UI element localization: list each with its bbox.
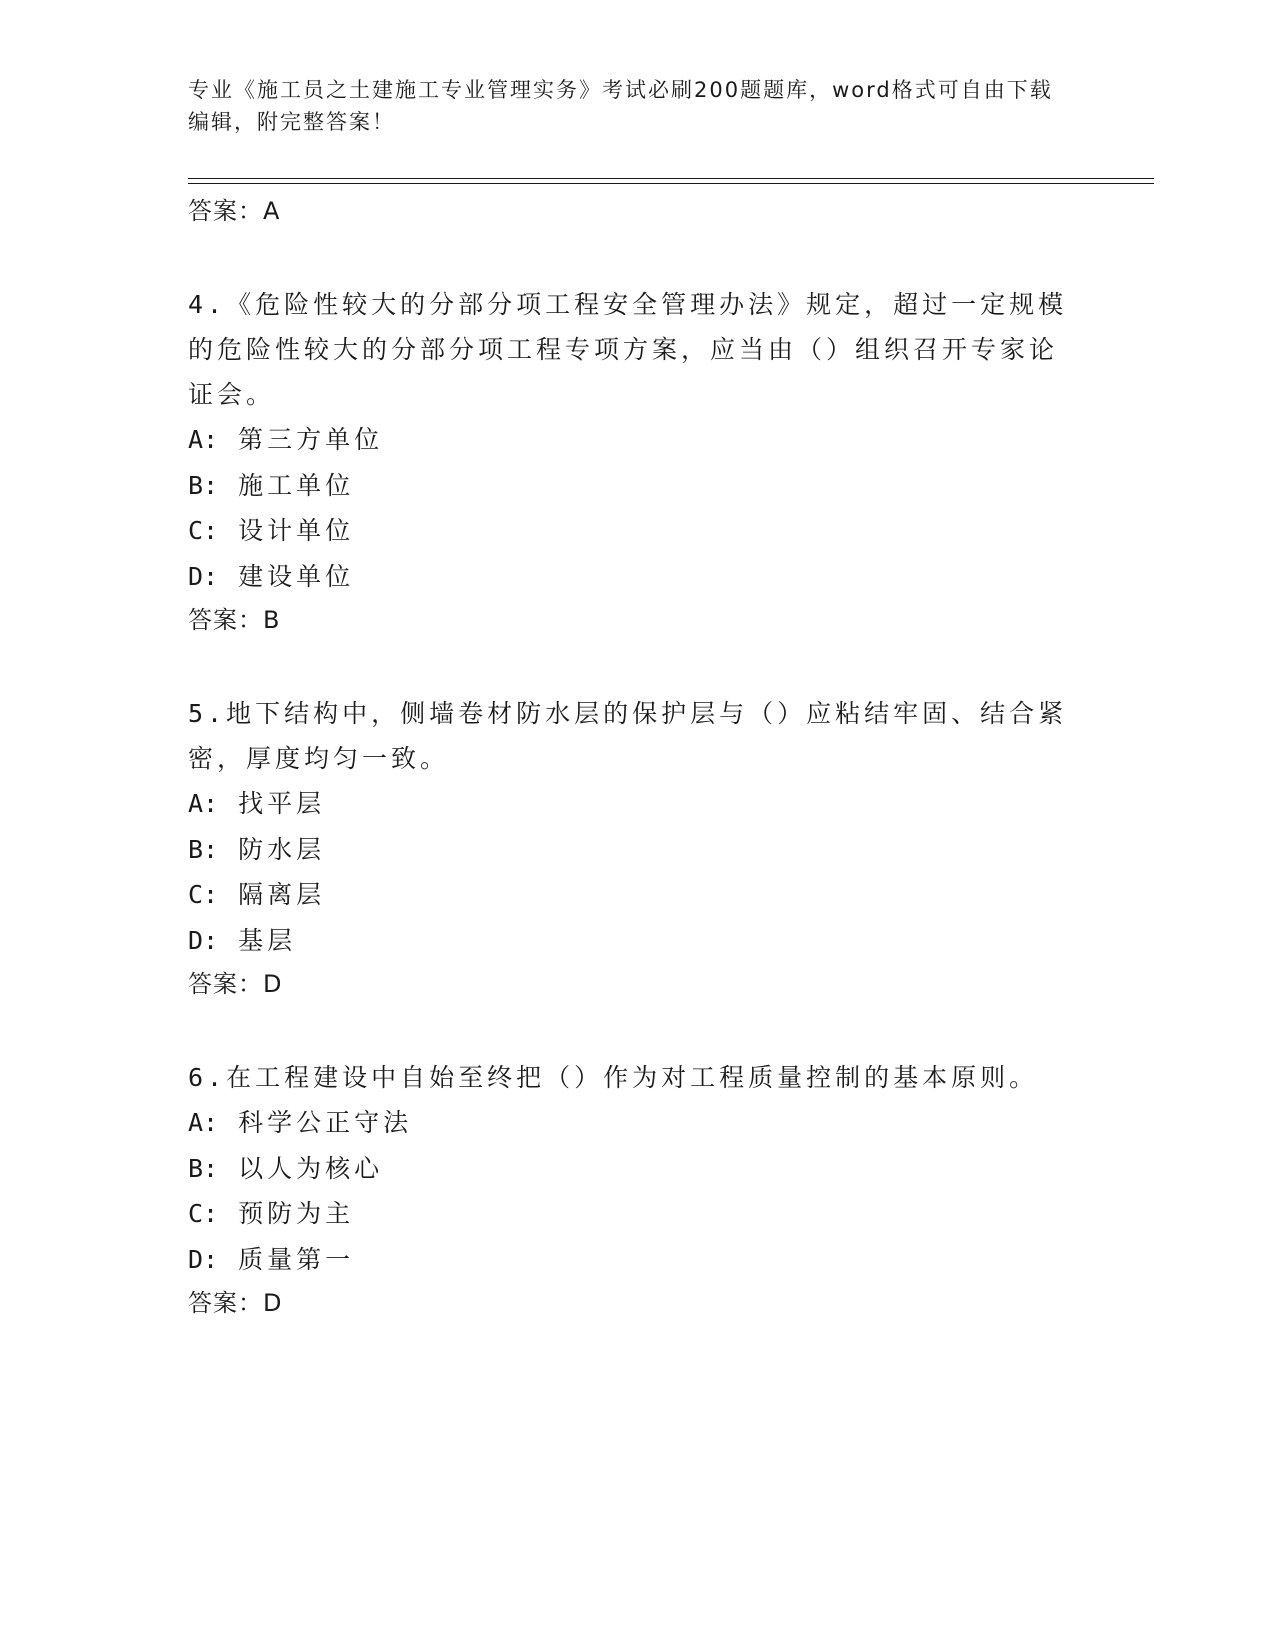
question-stem: 6.在工程建设中自始至终把（）作为对工程质量控制的基本原则。 xyxy=(188,1063,1039,1092)
header-divider-bottom xyxy=(188,183,1154,184)
document-header: 专业《施工员之土建施工专业管理实务》考试必刷200题题库，word格式可自由下载编辑，附完整答案！ xyxy=(188,78,1053,134)
option-a xyxy=(188,1100,1068,1146)
option-letter: A: xyxy=(188,1108,219,1137)
option-letter: B: xyxy=(188,834,219,864)
option-text: 施工单位 xyxy=(238,470,355,500)
answer-line xyxy=(188,1282,1068,1324)
answer-value: D xyxy=(263,970,283,998)
option-text: 预防为主 xyxy=(238,1199,355,1228)
question-item xyxy=(188,691,1068,1005)
option-letter: D: xyxy=(188,925,219,955)
option-c xyxy=(188,508,1068,554)
option-text: 找平层 xyxy=(238,789,326,818)
answer-line xyxy=(188,599,1068,641)
header-divider-top xyxy=(188,178,1154,179)
answer-line xyxy=(188,190,1068,232)
answer-label: 答案： xyxy=(188,1289,263,1317)
answer-label: 答案： xyxy=(188,970,263,998)
answer-value: D xyxy=(263,1289,283,1317)
option-letter: A: xyxy=(188,789,219,818)
answer-label: 答案： xyxy=(188,197,263,225)
option-text: 防水层 xyxy=(238,834,326,864)
option-text: 质量第一 xyxy=(238,1244,355,1274)
option-letter: D: xyxy=(188,1244,219,1274)
option-a xyxy=(188,781,1068,827)
option-b xyxy=(188,1146,1068,1192)
option-text: 基层 xyxy=(238,925,297,955)
question-item xyxy=(188,1055,1068,1324)
option-letter: A: xyxy=(188,425,219,454)
option-text: 第三方单位 xyxy=(238,425,384,454)
option-d xyxy=(188,918,1068,964)
option-c xyxy=(188,872,1068,918)
option-text: 科学公正守法 xyxy=(238,1108,413,1137)
option-b xyxy=(188,827,1068,873)
option-letter: D: xyxy=(188,561,219,591)
option-d xyxy=(188,554,1068,600)
option-d xyxy=(188,1237,1068,1283)
option-letter: C: xyxy=(188,1199,219,1228)
answer-line xyxy=(188,963,1068,1005)
option-b xyxy=(188,463,1068,509)
question-stem: 5.地下结构中，侧墙卷材防水层的保护层与（）应粘结牢固、结合紧密，厚度均匀一致。 xyxy=(188,699,1068,773)
option-letter: C: xyxy=(188,516,219,545)
option-text: 隔离层 xyxy=(238,880,326,909)
question-item xyxy=(188,282,1068,641)
question-list xyxy=(188,190,1068,1324)
option-letter: C: xyxy=(188,880,219,909)
option-letter: B: xyxy=(188,1153,219,1183)
answer-label: 答案： xyxy=(188,606,263,634)
answer-value: B xyxy=(263,606,281,634)
option-a xyxy=(188,417,1068,463)
answer-value: A xyxy=(263,197,281,225)
question-stem: 4.《危险性较大的分部分项工程安全管理办法》规定，超过一定规模的危险性较大的分部分项工程专项方案，应当由（）组织召开专家论证会。 xyxy=(188,290,1068,409)
option-c xyxy=(188,1191,1068,1237)
option-text: 建设单位 xyxy=(238,561,355,591)
option-text: 以人为核心 xyxy=(238,1153,384,1183)
option-text: 设计单位 xyxy=(238,516,355,545)
option-letter: B: xyxy=(188,470,219,500)
